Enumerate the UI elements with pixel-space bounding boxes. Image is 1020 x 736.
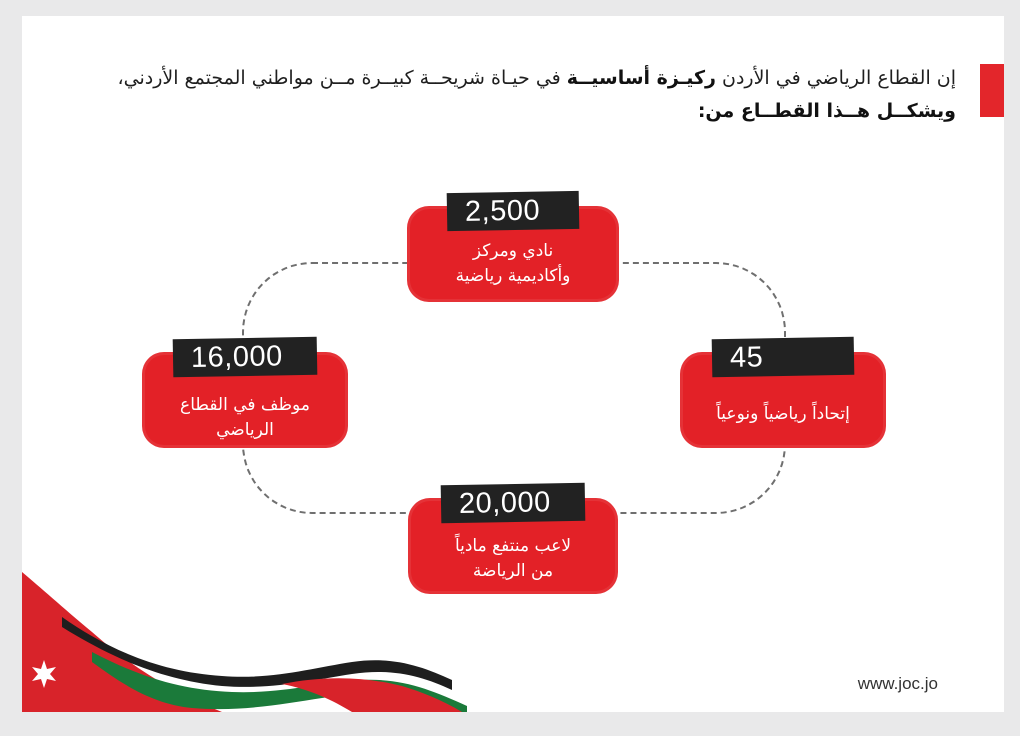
stat-federations-value: 45 [712,337,855,377]
intro-text-2: في حيـاة شريحــة كبيــرة مــن مواطني المجتمع الأردني، [117,67,567,89]
stat-clubs-value: 2,500 [447,191,580,231]
stat-employees-value: 16,000 [173,337,318,378]
stat-clubs [407,192,619,302]
stat-athletes-label: لاعب منتفع مادياً من الرياضة [454,536,572,581]
intro-text-1: إن القطاع الرياضي في الأردن [715,67,956,89]
stat-employees [142,338,348,448]
jordan-flag-decoration [22,572,482,712]
intro-bold-2: ويشكــل هــذا القطــاع من: [697,100,956,122]
stat-athletes-value: 20,000 [441,483,586,524]
intro-paragraph [56,62,956,128]
stat-employees-label: موظف في القطاع الرياضي [180,395,310,440]
stat-federations [680,338,886,448]
stat-federations-label: إتحاداً رياضياً ونوعياً [716,404,850,424]
infographic-card [22,16,1004,712]
stat-clubs-label: نادي ومركز وأكاديمية رياضية [455,241,571,286]
intro-bold-1: ركيـزة أساسيــة [566,67,716,89]
accent-bar [980,64,1004,117]
website-url[interactable]: www.joc.jo [857,674,938,693]
